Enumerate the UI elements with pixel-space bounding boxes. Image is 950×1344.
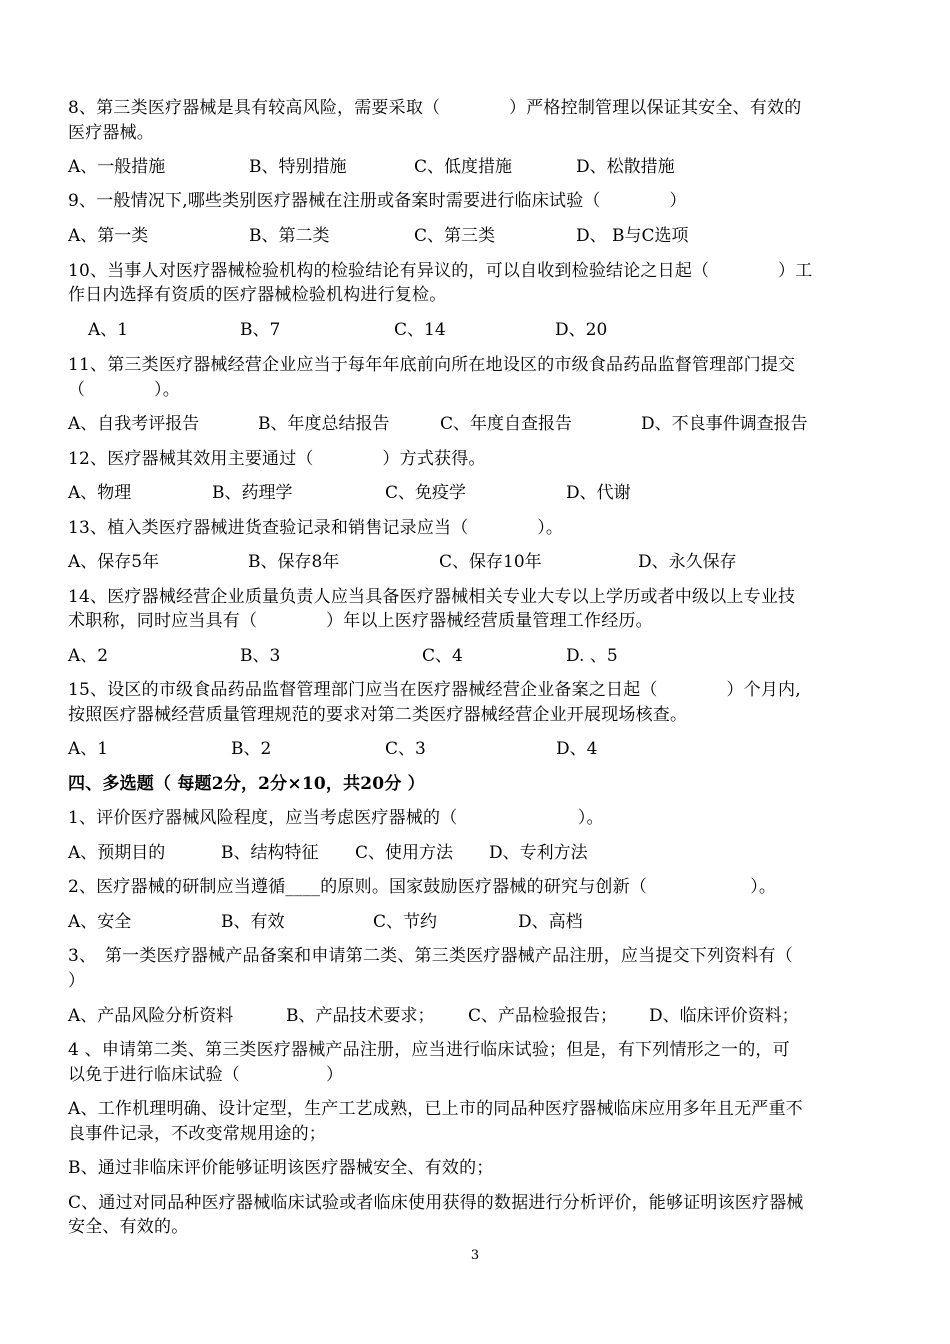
q11-stem-line2: （ ）。 (68, 380, 180, 400)
q10-option-b: B、7 (240, 320, 281, 340)
q14-option-c: C、4 (422, 646, 463, 666)
q11-option-b: B、年度总结报告 (258, 414, 390, 434)
q10-option-c: C、14 (394, 320, 446, 340)
m1-option-b: B、结构特征 (221, 843, 319, 863)
q10-option-d: D、20 (555, 320, 608, 340)
m2-options (68, 910, 883, 934)
q15-option-b: B、2 (231, 739, 272, 759)
q12-option-a: A、物理 (68, 483, 132, 503)
q11-option-a: A、自我考评报告 (68, 414, 200, 434)
q10-stem-line2: 作日内选择有资质的医疗器械检验机构进行复检。 (68, 285, 447, 305)
m4-option-a-line1: A、工作机理明确、设计定型，生产工艺成熟，已上市的同品种医疗器械临床应用多年且无严重不 (68, 1099, 803, 1119)
q15-option-a: A、1 (68, 739, 109, 759)
q8-option-c: C、低度措施 (414, 157, 513, 177)
m4-option-a-line2: 良事件记录，不改变常规用途的； (68, 1124, 326, 1144)
m3-option-b: B、产品技术要求； (286, 1006, 435, 1026)
m1-option-d: D、专利方法 (489, 843, 588, 863)
q11-option-d: D、不良事件调查报告 (641, 414, 808, 434)
m1-option-c: C、使用方法 (355, 843, 454, 863)
q15-stem-line1: 15、设区的市级食品药品监督管理部门应当在医疗器械经营企业备案之日起（ ）个月内, (68, 680, 801, 700)
q9-option-d: D、 B与C选项 (576, 226, 689, 246)
m1-option-a: A、预期目的 (68, 843, 166, 863)
m3-option-c: C、产品检验报告； (468, 1006, 618, 1026)
section-heading-multiple-choice: 四、多选题（ 每题2分，2分×10，共20分 ） (68, 774, 425, 794)
q8-option-d: D、松散措施 (576, 157, 675, 177)
m2-stem-line1: 2、医疗器械的研制应当遵循____的原则。国家鼓励医疗器械的研究与创新（ ）。 (68, 877, 777, 897)
q10-stem-line1: 10、当事人对医疗器械检验机构的检验结论有异议的，可以自收到检验结论之日起（ ）工 (68, 261, 813, 281)
q12-option-d: D、代谢 (566, 483, 631, 503)
q13-option-d: D、永久保存 (638, 552, 737, 572)
q15-stem-line2: 按照医疗器械经营质量管理规范的要求对第二类医疗器械经营企业开展现场核查。 (68, 705, 688, 725)
q14-stem-line2: 术职称，同时应当具有（ ）年以上医疗器械经营质量管理工作经历。 (68, 611, 653, 631)
q9-stem-line1: 9、一般情况下,哪些类别医疗器械在注册或备案时需要进行临床试验（ ） (68, 191, 687, 211)
q10-option-a: A、1 (88, 320, 129, 340)
m4-option-c-line2: 安全、有效的。 (68, 1217, 189, 1237)
m1-stem-line1: 1、评价医疗器械风险程度，应当考虑医疗器械的（ ）。 (68, 808, 604, 828)
q15-option-d: D、4 (556, 739, 598, 759)
m2-option-d: D、高档 (518, 912, 583, 932)
q13-option-b: B、保存8年 (248, 552, 340, 572)
m4-stem-line1: 4 、申请第二类、第三类医疗器械产品注册，应当进行临床试验；但是，有下列情形之一的，可 (68, 1040, 790, 1060)
q9-option-c: C、第三类 (414, 226, 496, 246)
q14-option-a: A、2 (68, 646, 109, 666)
m3-stem-line2: ） (68, 971, 86, 991)
q14-options (68, 644, 883, 668)
q12-option-b: B、药理学 (212, 483, 293, 503)
q14-stem-line1: 14、医疗器械经营企业质量负责人应当具备医疗器械相关专业大专以上学历或者中级以上专业技 (68, 587, 796, 607)
m2-option-a: A、安全 (68, 912, 132, 932)
q14-option-b: B、3 (240, 646, 281, 666)
q13-stem-line1: 13、植入类医疗器械进货查验记录和销售记录应当（ ）。 (68, 518, 564, 538)
m1-options (68, 841, 883, 865)
q9-options (68, 224, 883, 248)
m4-option-b-line1: B、通过非临床评价能够证明该医疗器械安全、有效的； (68, 1158, 494, 1178)
q13-options (68, 550, 883, 574)
q11-options (68, 412, 883, 436)
m2-option-c: C、节约 (373, 912, 438, 932)
q12-stem-line1: 12、医疗器械其效用主要通过（ ）方式获得。 (68, 449, 486, 469)
m3-options (68, 1004, 883, 1028)
q15-option-c: C、3 (385, 739, 426, 759)
q11-option-c: C、年度自查报告 (440, 414, 573, 434)
q12-option-c: C、免疫学 (385, 483, 467, 503)
q8-option-b: B、特别措施 (249, 157, 347, 177)
q15-options (68, 737, 883, 761)
page-number: 3 (470, 1248, 480, 1263)
q13-option-c: C、保存10年 (439, 552, 542, 572)
q14-option-d: D. 、5 (566, 646, 618, 666)
q13-option-a: A、保存5年 (68, 552, 160, 572)
q8-options (68, 155, 883, 179)
q8-stem-line1: 8、第三类医疗器械是具有较高风险，需要采取（ ）严格控制管理以保证其安全、有效的 (68, 98, 802, 118)
q8-option-a: A、一般措施 (68, 157, 166, 177)
m3-option-a: A、产品风险分析资料 (68, 1006, 234, 1026)
m3-option-d: D、临床评价资料； (649, 1006, 799, 1026)
q9-option-b: B、第二类 (249, 226, 330, 246)
q10-options (68, 318, 883, 342)
q9-option-a: A、第一类 (68, 226, 149, 246)
m4-stem-line2: 以免于进行临床试验（ ） (68, 1065, 344, 1085)
q8-stem-line2: 医疗器械。 (68, 123, 154, 143)
m4-option-c-line1: C、通过对同品种医疗器械临床试验或者临床使用获得的数据进行分析评价，能够证明该医疗器械 (68, 1193, 804, 1213)
m2-option-b: B、有效 (221, 912, 285, 932)
q12-options (68, 481, 883, 505)
q11-stem-line1: 11、第三类医疗器械经营企业应当于每年年底前向所在地设区的市级食品药品监督管理部门提交 (68, 355, 796, 375)
m3-stem-line1: 3、 第一类医疗器械产品备案和申请第二类、第三类医疗器械产品注册，应当提交下列资料有（ (68, 946, 793, 966)
